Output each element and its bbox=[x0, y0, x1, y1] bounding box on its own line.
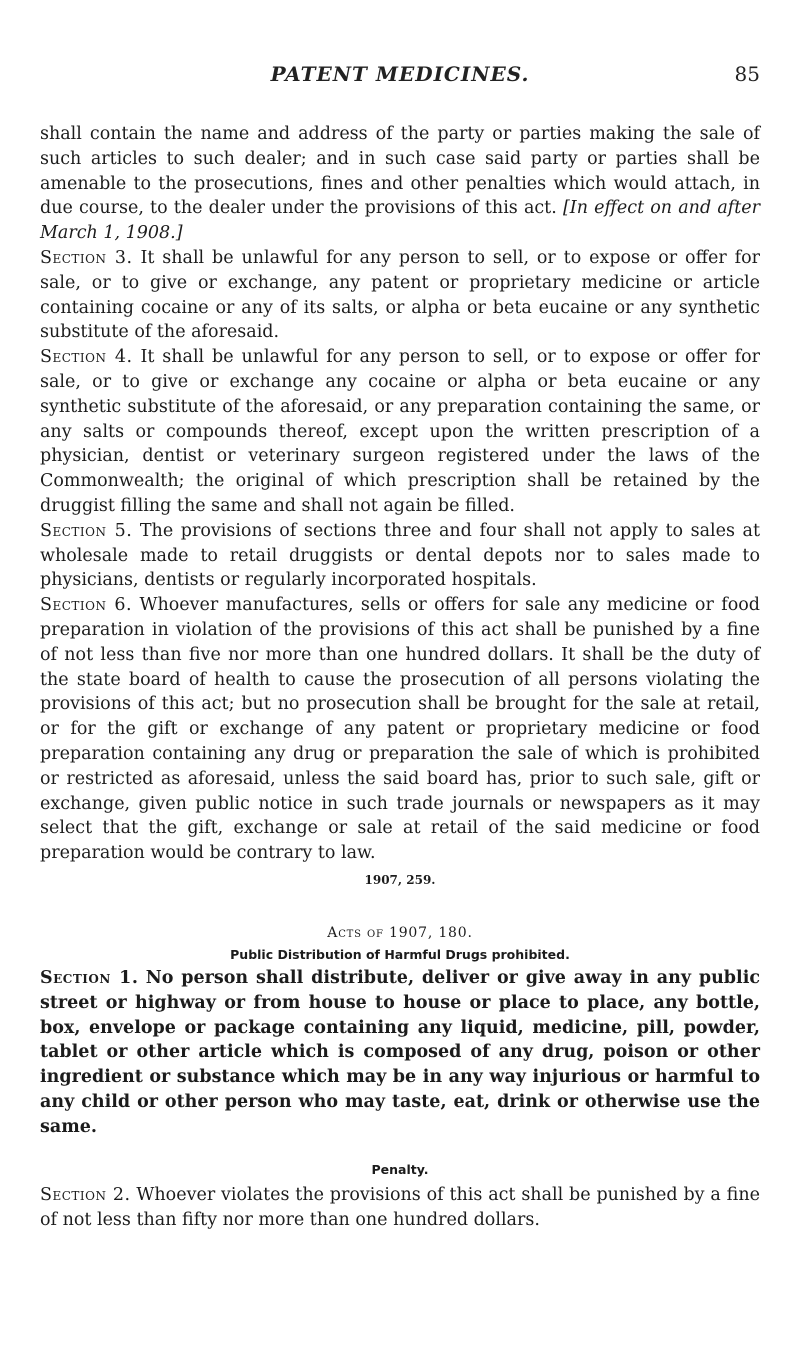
act-section-2 bbox=[40, 1183, 760, 1233]
act-section-2-label: Section 2. bbox=[40, 1185, 131, 1206]
act-section-1-text: No person shall distribute, deliver or give away in any public street or highway or from house to house or place to place, any bottle, box, envelope or package containing any liquid, medicine, pill, powder, tablet or other article which is composed of any drug, poison or other ingredient or substance which may be in any way injurious or harmful to any child or other person who may taste, eat, drink or otherwise use the same. bbox=[40, 967, 760, 1137]
continuation-text: shall contain the name and address of the party or parties making the sale of such articles to such dealer; and in such case said party or parties shall be amenable to the prosecutions, fines and other penalties which would attach, in due course, to the dealer under the provisions of this act. bbox=[40, 124, 760, 219]
section-5-text: The provisions of sections three and four shall not apply to sales at wholesale made to retail druggists or dental depots nor to sales made to physicians, dentists or regularly incorporated hospitals. bbox=[40, 520, 760, 591]
act-section-1 bbox=[40, 966, 760, 1140]
section-5-label: Section 5. bbox=[40, 520, 133, 541]
section-3-label: Section 3. bbox=[40, 247, 133, 268]
section-4-label: Section 4. bbox=[40, 347, 133, 368]
running-title: PATENT MEDICINES. bbox=[270, 62, 530, 86]
section-5 bbox=[40, 519, 760, 593]
effective-date-note: [In effect on and after March 1, 1908.] bbox=[40, 198, 760, 244]
act-section-1-label: Section 1. bbox=[40, 967, 139, 988]
public-distribution-heading: Public Distribution of Harmful Drugs prohibited. bbox=[230, 946, 570, 962]
penalty-heading: Penalty. bbox=[371, 1162, 429, 1178]
running-head bbox=[40, 60, 760, 88]
section-3 bbox=[40, 246, 760, 345]
body-text bbox=[40, 122, 760, 1233]
section-6-label: Section 6. bbox=[40, 595, 133, 616]
page-number: 85 bbox=[734, 62, 760, 86]
section-4-text: It shall be unlawful for any person to sell, or to expose or offer for sale, or to give or exchange any cocaine or alpha or beta eucaine or any synthetic substitute of the aforesaid, or any preparation containing the same, or any salts or compounds thereof, except upon the written prescription of a physician, dentist or veterinary surgeon registered under the laws of the Commonwealth; the original of which prescription shall be retained by the druggist filling the same and shall not again be filled. bbox=[40, 347, 760, 516]
acts-heading: Acts of 1907, 180. bbox=[327, 924, 473, 941]
section-6 bbox=[40, 593, 760, 866]
section-3-text: It shall be unlawful for any person to sell, or to expose or offer for sale, or to give or exchange, any patent or proprietary medicine or article containing cocaine or any of its salts, or alpha or beta eucaine or any synthetic substitute of the aforesaid. bbox=[40, 247, 760, 343]
section-4 bbox=[40, 345, 760, 519]
statute-citation: 1907, 259. bbox=[364, 872, 436, 887]
act-section-2-text: Whoever violates the provisions of this act shall be punished by a fine of not less than fifty nor more than one hundred dollars. bbox=[40, 1185, 760, 1231]
paragraph-continuation bbox=[40, 122, 760, 246]
section-6-text: Whoever manufactures, sells or offers for sale any medicine or food preparation in violation of the provisions of this act shall be punished by a fine of not less than five nor more than one hundred dollars. It shall be the duty of the state board of health to cause the prosecution of all persons violating the provisions of this act; but no prosecution shall be brought for the sale at retail, or for the gift or exchange of any patent or proprietary medicine or food preparation containing any drug or preparation the sale of which is prohibited or restricted as aforesaid, unless the said board has, prior to such sale, gift or exchange, given public notice in such trade journals or newspapers as it may select that the gift, exchange or sale at retail of the said medicine or food preparation would be contrary to law. bbox=[40, 595, 760, 864]
